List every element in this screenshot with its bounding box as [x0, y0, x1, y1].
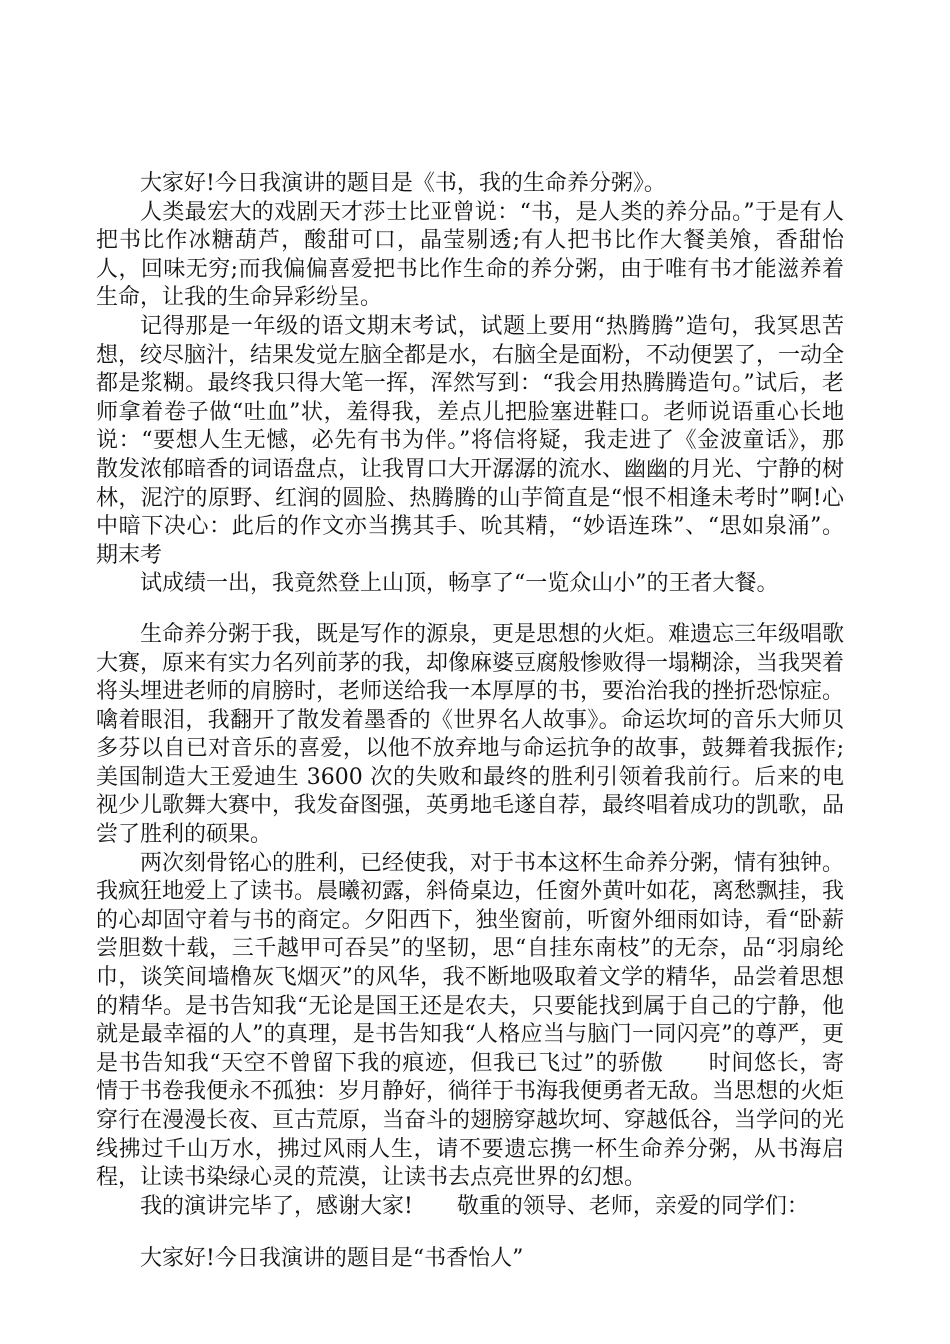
paragraph-intro: 大家好!今日我演讲的题目是《书，我的生命养分粥》。	[140, 171, 666, 196]
paragraph-love-of-reading: 两次刻骨铭心的胜利，已经使我，对于书本这杯生命养分粥，情有独钟。我疯狂地爱上了读书。晨曦初露，斜倚桌边，任窗外黄叶如花，离愁飘挂，我的心却固守着与书的商定。夕阳西下，独坐窗前，听窗外细雨如诗，看“卧薪尝胆数十载，三千越甲可吞吴”的坚韧，思“自挂东南枝”的无奈，品“羽扇纶巾，谈笑间墙橹灰飞烟灭”的风华，我不断地吸取着文学的精华，品尝着思想的精华。是书告知我“无论是国王还是农夫，只要能找到属于自己的宁静，他就是最幸福的人”的真理，是书告知我“人格应当与脑门一同闪亮”的尊严，更是书告知我“天空不曾留下我的痕迹，但我已飞过”的骄傲 时间悠长，寄情于书卷我便永不孤独：岁月静好，徜徉于书海我便勇者无敌。当思想的火炬穿行在漫漫长夜、亘古荒原，当奋斗的翅膀穿越坎坷、穿越低谷，当学问的光线拂过千山万水，拂过风雨人生，请不要遗忘携一杯生命养分粥，从书海启程，让读书染绿心灵的荒漠，让读书去点亮世界的幻想。	[96, 850, 845, 1191]
paragraph-second-speech-intro: 大家好!今日我演讲的题目是“书香怡人”	[140, 1246, 524, 1272]
paragraph-exam-result: 试成绩一出，我竟然登上山顶，畅享了“一览众山小”的王者大餐。	[140, 571, 779, 597]
paragraph-singing-contest: 生命养分粥于我，既是写作的源泉，更是思想的火炬。难遗忘三年级唱歌大赛，原来有实力名列前茅的我，却像麻婆豆腐般惨败得一塌糊涂，当我哭着将头埋进老师的肩膀时，老师送给我一本厚厚的书，要治治我的挫折恐惊症。噙着眼泪，我翻开了散发着墨香的《世界名人故事》。命运坎坷的音乐大师贝多芬以自已对音乐的喜爱，以他不放弃地与命运抗争的故事，鼓舞着我振作;美国制造大王爱迪生 3600 次的失败和最终的胜利引领着我前行。后来的电视少儿歌舞大赛中，我发奋图强，英勇地毛遂自荐，最终唱着成功的凯歌，品尝了胜利的硕果。	[96, 621, 845, 848]
document-body	[96, 170, 844, 1274]
paragraph-first-grade-exam: 记得那是一年级的语文期末考试，试题上要用“热腾腾”造句，我冥思苦想，绞尽脑汁，结果发觉左脑全都是水，右脑全是面粉，不动便罢了，一动全都是浆糊。最终我只得大笔一挥，浑然写到：“我会用热腾腾造句。”试后，老师拿着卷子做“吐血”状，羞得我，差点儿把脸塞进鞋口。老师说语重心长地说：“要想人生无憾，必先有书为伴。”将信将疑，我走进了《金波童话》，那散发浓郁暗香的词语盘点，让我胃口大开潺潺的流水、幽幽的月光、宁静的树林，泥泞的原野、红润的圆脸、热腾腾的山芋简直是“恨不相逢未考时”啊!心中暗下决心：此后的作文亦当携其手、吮其精，“妙语连珠”、“思如泉涌”。期末考	[96, 313, 845, 568]
paragraph-closing: 我的演讲完毕了，感谢大家! 敬重的领导、老师，亲爱的同学们：	[140, 1193, 809, 1219]
paragraph-shakespeare-quote: 人类最宏大的戏剧天才莎士比亚曾说：“书，是人类的养分品。”于是有人把书比作冰糖葫芦，酸甜可口，晶莹剔透;有人把书比作大餐美飧，香甜怡人，回味无穷;而我偏偏喜爱把书比作生命的养分粥，由于唯有书才能滋养着生命，让我的生命异彩纷呈。	[96, 199, 844, 311]
